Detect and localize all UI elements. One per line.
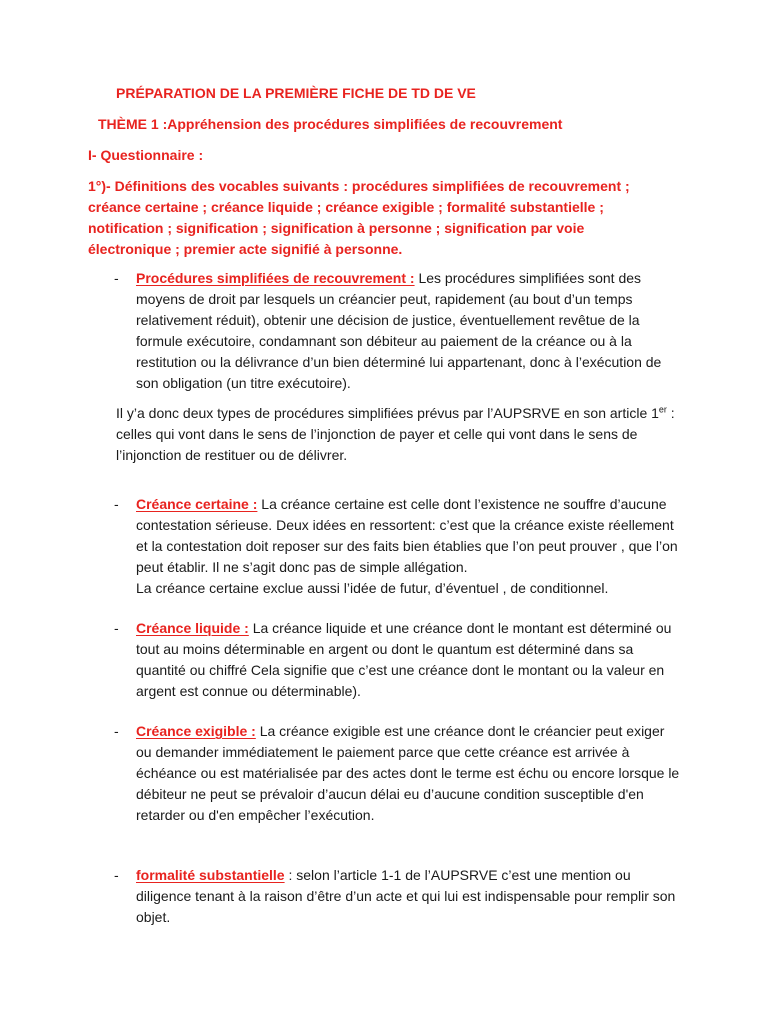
definition-term: Créance exigible :	[136, 723, 256, 739]
bullet-dash: -	[114, 723, 119, 739]
definition-term: Créance liquide :	[136, 620, 249, 636]
definition-item-creance-certaine	[114, 494, 681, 599]
bullet-dash: -	[114, 867, 119, 883]
definition-text: La créance certaine est celle dont l’existence ne souffre d’aucune contestation sérieuse. Deux idées en ressortent: c’est que la créance existe réellement et la contestation doit reposer sur des faits bien établies que l’on peut prouver , que l’on peut établir. Il ne s’agit donc pas de simple allégation.	[136, 496, 678, 575]
definition-item-procedures	[114, 268, 681, 394]
theme-heading: THÈME 1 :Appréhension des procédures simplifiées de recouvrement	[98, 116, 563, 132]
definition-text: La créance exigible est une créance dont le créancier peut exiger ou demander immédiatement le paiement parce que cette créance est arrivée à échéance ou est matérialisée par des actes dont le terme est échu ou encore lorsque le débiteur ne peut se prévaloir d’aucun délai eu d’aucune condition susceptible d'en retarder ou d'en empêcher l’exécution.	[136, 723, 680, 823]
section-heading: I- Questionnaire :	[88, 147, 204, 163]
bullet-dash: -	[114, 496, 119, 512]
definition-term: Créance certaine :	[136, 496, 258, 512]
paragraph-text-before: Il y’a donc deux types de procédures simplifiées prévus par l’AUPSRVE en son article 1	[116, 405, 659, 421]
definition-text: Les procédures simplifiées sont des moyens de droit par lesquels un créancier peut, rapidement (au bout d’un temps relativement réduit), obtenir une décision de justice, éventuellement revêtue de la formule exécutoire, condamnant son débiteur au paiement de la créance ou à la restitution ou la délivrance d’un bien déterminé lui appartenant, donc à l’exécution de son obligation (un titre exécutoire).	[136, 270, 662, 391]
definition-term: formalité substantielle	[136, 867, 285, 883]
bullet-dash: -	[114, 270, 119, 286]
definition-item-creance-exigible	[114, 721, 681, 826]
document-title: PRÉPARATION DE LA PREMIÈRE FICHE DE TD DE VE	[116, 85, 476, 101]
definition-item-formalite-substantielle	[114, 865, 681, 928]
definition-item-creance-liquide	[114, 618, 681, 702]
superscript: er	[658, 404, 667, 415]
paragraph-text-after: : celles qui vont dans le sens de l’injonction de payer et celle qui vont dans le sens de l’injonction de restituer ou de délivrer.	[116, 405, 675, 463]
question-text: 1°)- Définitions des vocables suivants : procédures simplifiées de recouvrement ; créance certaine ; créance liquide ; créance exigible ; formalité substantielle ; notification ; signification ; signification à personne ; signification par voie électronique ; premier acte signifié à personne.	[88, 178, 630, 257]
definition-text: : selon l’article 1-1 de l’AUPSRVE c’est une mention ou diligence tenant à la raison d’être d’un acte et qui lui est indispensable pour remplir son objet.	[136, 867, 676, 925]
definition-text: La créance liquide et une créance dont le montant est déterminé ou tout au moins déterminable en argent ou dont le quantum est déterminé dans sa quantité ou chiffré Cela signifie que c’est une créance dont le montant ou la valeur en argent est connue ou déterminable).	[136, 620, 672, 699]
explanatory-paragraph	[116, 403, 681, 466]
bullet-dash: -	[114, 620, 119, 636]
definition-term: Procédures simplifiées de recouvrement :	[136, 270, 415, 286]
definition-text-continued: La créance certaine exclue aussi l’idée de futur, d’éventuel , de conditionnel.	[136, 580, 609, 596]
